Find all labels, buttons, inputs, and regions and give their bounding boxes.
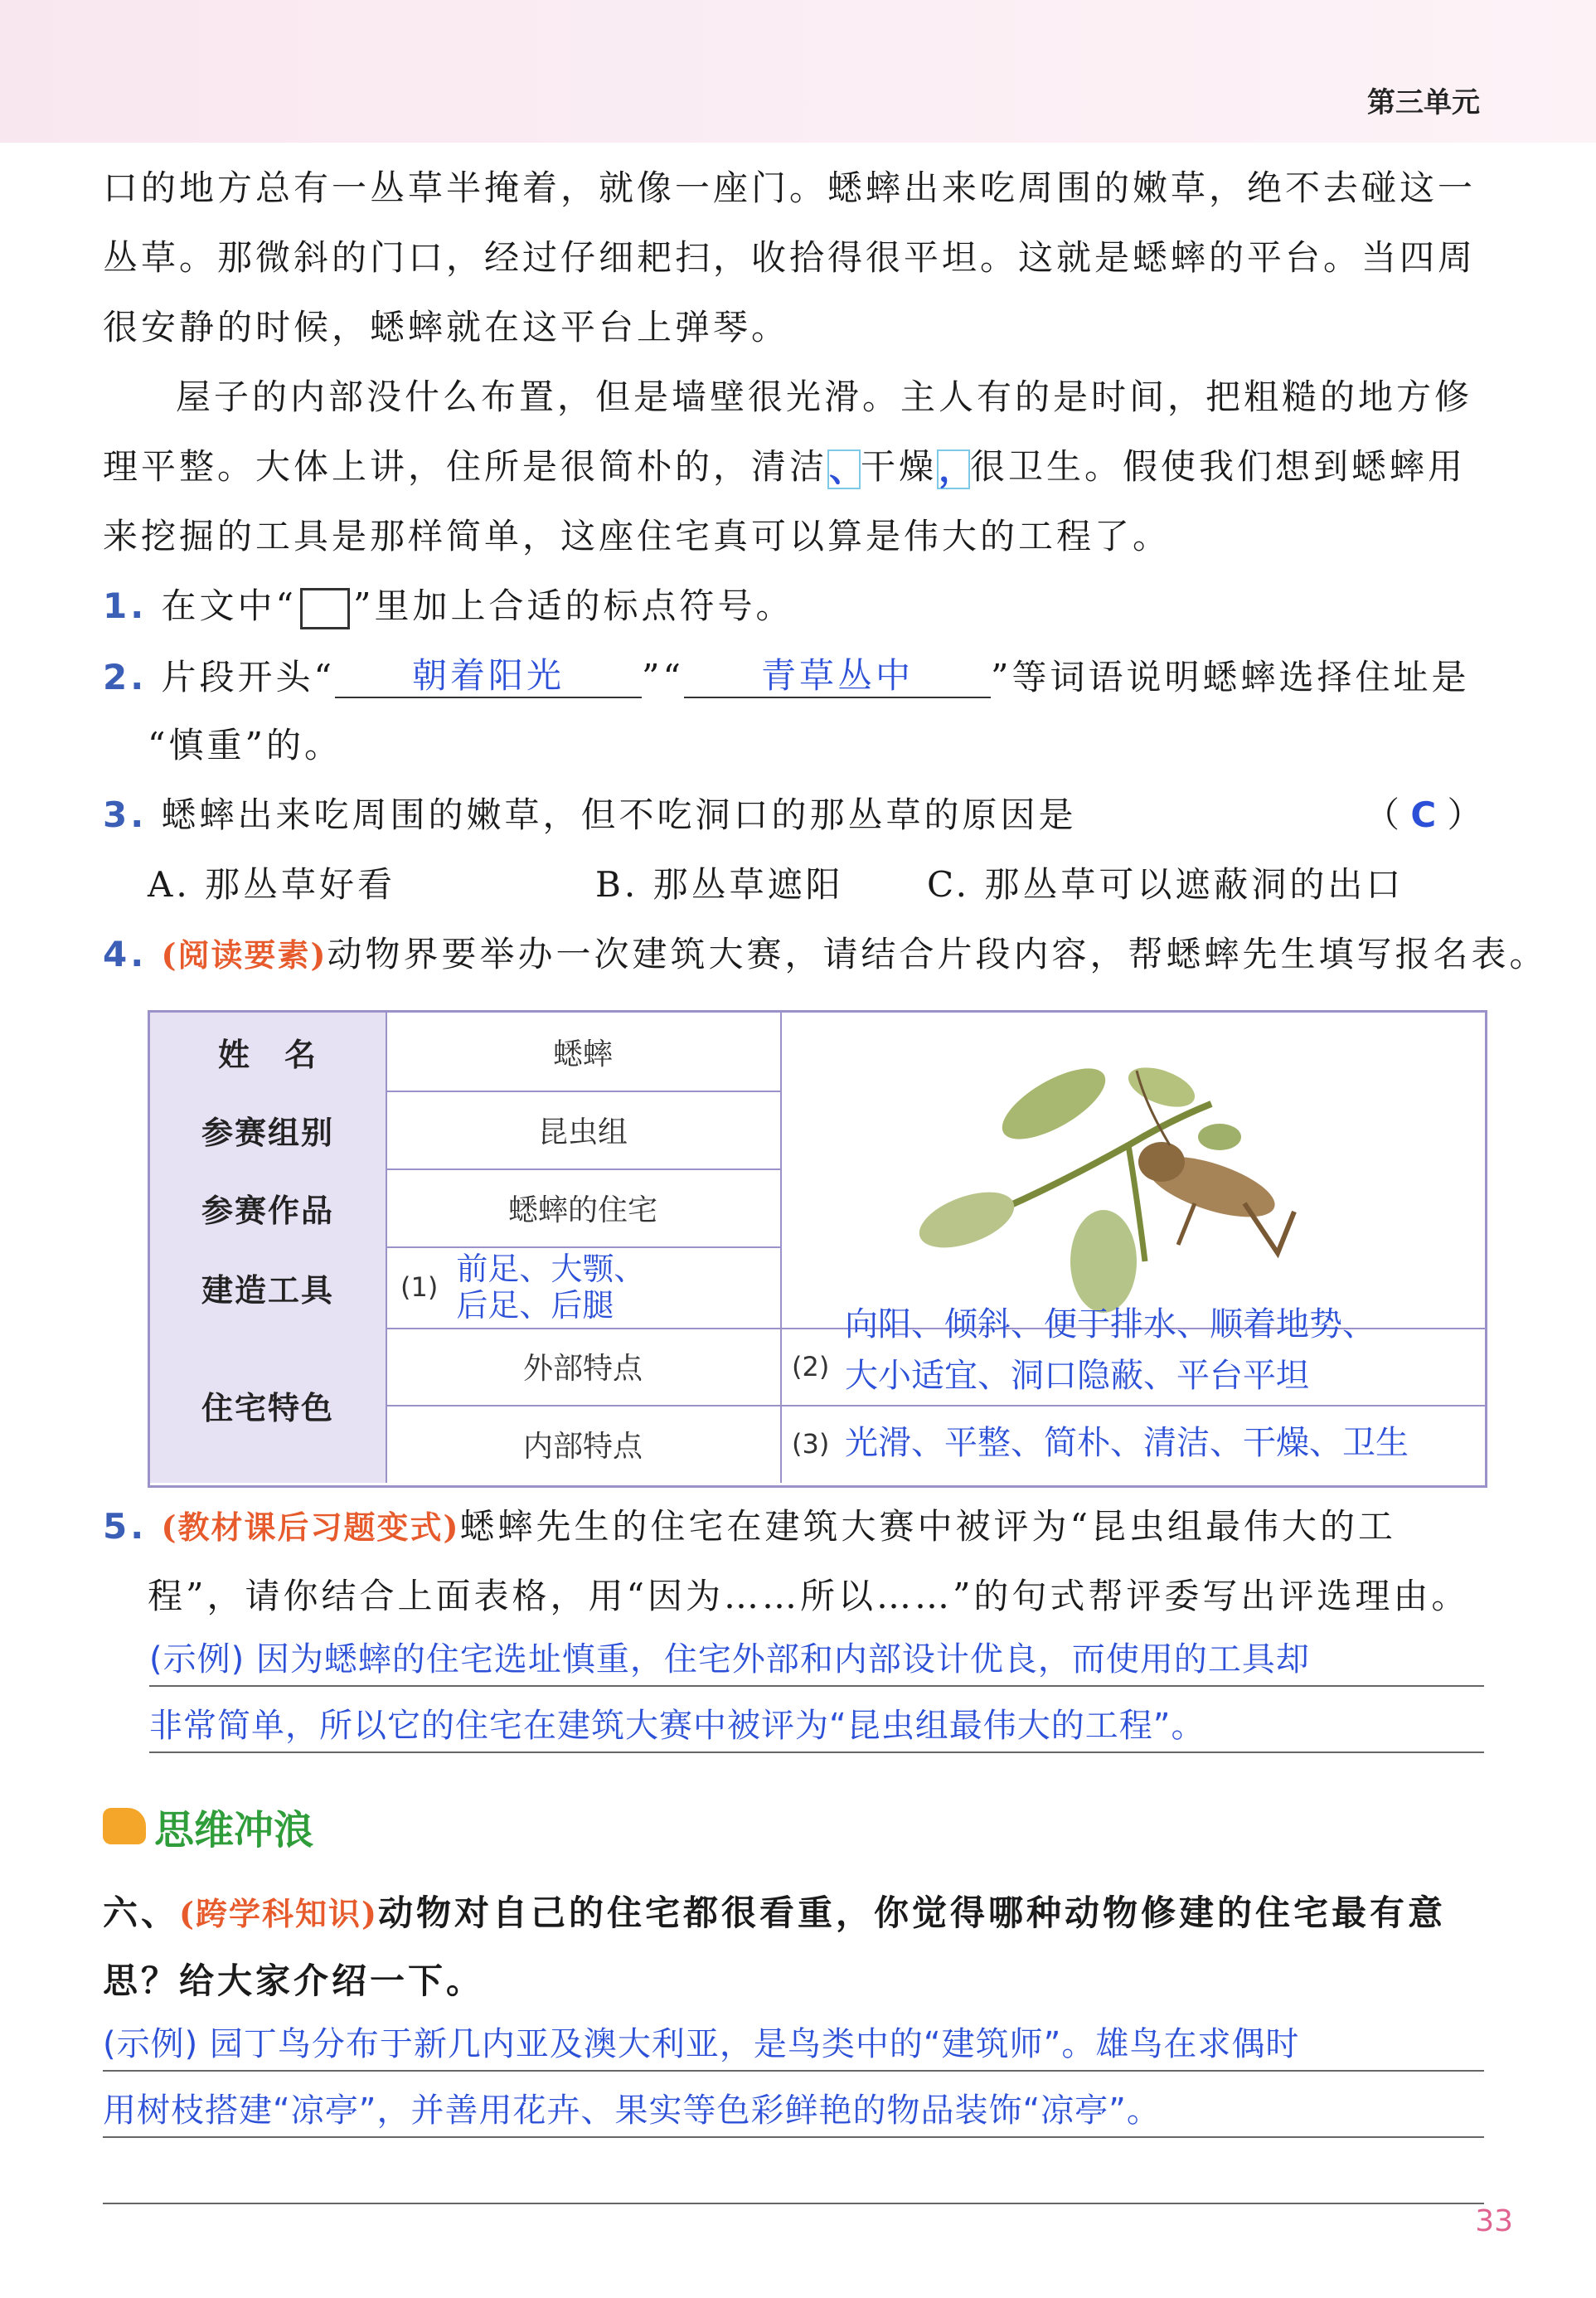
table-exterior-answer — [780, 1305, 1485, 1406]
tool-mark: (1) — [400, 1271, 439, 1303]
question-3-number: 3. — [103, 794, 148, 835]
table-header-work: 参赛作品 — [150, 1168, 387, 1248]
question-3-option-a: A. 那丛草好看 — [148, 864, 396, 905]
exterior-mark: (2) — [792, 1351, 830, 1382]
passage-line-5 — [103, 446, 1466, 489]
interior-mark: (3) — [792, 1428, 830, 1460]
question-4-number: 4. — [103, 934, 148, 974]
question-6 — [103, 1892, 1446, 1935]
question-5 — [103, 1506, 1396, 1548]
answer-line — [103, 2070, 1484, 2072]
question-5-answer-1: (示例) 因为蟋蟀的住宅选址慎重，住宅外部和内部设计优良，而使用的工具却 — [149, 1640, 1310, 1679]
question-6-answer-2: 用树枝搭建“凉亭”，并善用花卉、果实等色彩鲜艳的物品装饰“凉亭”。 — [103, 2092, 1161, 2130]
table-label-exterior: 外部特点 — [386, 1328, 782, 1406]
passage-line-4: 屋子的内部没什么布置，但是墙壁很光滑。主人有的是时间，把粗糙的地方修 — [176, 377, 1473, 417]
table-value-group: 昆虫组 — [386, 1091, 782, 1170]
tool-answer-2: 后足、后腿 — [456, 1287, 614, 1324]
grasshopper-plant-image — [780, 1013, 1485, 1328]
question-1-post: ”里加上合适的标点符号。 — [353, 585, 794, 626]
table-header-group: 参赛组别 — [150, 1091, 387, 1170]
tool-answer — [456, 1251, 645, 1324]
question-5-number: 5. — [103, 1506, 148, 1547]
question-5-answer-2: 非常简单，所以它的住宅在建筑大赛中被评为“昆虫组最伟大的工程”。 — [149, 1707, 1205, 1745]
header-band — [0, 0, 1596, 143]
interior-answer: 光滑、平整、简朴、清洁、干燥、卫生 — [845, 1424, 1409, 1462]
question-4-tag: (阅读要素) — [161, 936, 327, 974]
table-label-interior: 内部特点 — [386, 1405, 782, 1483]
passage-line-3: 很安静的时候，蟋蟀就在这平台上弹琴。 — [103, 307, 790, 347]
question-5-text-1: 蟋蟀先生的住宅在建筑大赛中被评为“昆虫组最伟大的工 — [459, 1506, 1396, 1547]
exterior-answer-1: 向阳、倾斜、便于排水、顺着地势、 — [845, 1305, 1375, 1343]
question-5-tag: (教材课后习题变式) — [161, 1509, 460, 1546]
question-6-tag: (跨学科知识) — [179, 1895, 378, 1932]
punctuation-answer-1: 、 — [829, 449, 868, 489]
answer-line — [149, 1685, 1484, 1687]
question-2-number: 2. — [103, 657, 148, 697]
question-2-pre: 片段开头“ — [161, 657, 336, 697]
passage-line-5b: 干燥 — [861, 446, 938, 487]
question-3-option-b: B. 那丛草遮阳 — [595, 864, 844, 905]
question-1-pre: 在文中“ — [161, 585, 298, 626]
exterior-answer-2: 大小适宜、洞口隐蔽、平台平坦 — [845, 1357, 1309, 1395]
question-2-answer-1: 朝着阳光 — [335, 655, 642, 698]
answer-line — [149, 1751, 1484, 1753]
table-value-name: 蟋蟀 — [386, 1013, 782, 1092]
passage-line-5a: 理平整。大体上讲，住所是很简朴的，清洁 — [103, 446, 828, 487]
passage-line-5c: 很卫生。假使我们想到蟋蟀用 — [970, 446, 1467, 487]
passage-line-2: 丛草。那微斜的门口，经过仔细耙扫，收拾得很平坦。这就是蟋蟀的平台。当四周 — [103, 237, 1477, 278]
question-1 — [103, 585, 794, 629]
question-2-mid: ”“ — [642, 657, 684, 697]
question-2-answer-2: 青草丛中 — [684, 655, 991, 698]
grasshopper-illustration — [780, 1013, 1485, 1328]
question-4-text: 动物界要举办一次建筑大赛，请结合片段内容，帮蟋蟀先生填写报名表。 — [327, 934, 1548, 974]
table-header-name: 姓 名 — [150, 1013, 387, 1092]
blank-box-icon — [300, 588, 350, 629]
answer-line — [103, 2203, 1484, 2204]
answer-line — [103, 2136, 1484, 2138]
question-6-answer-1: (示例) 园丁鸟分布于新几内亚及澳大利亚，是鸟类中的“建筑师”。雄鸟在求偶时 — [103, 2025, 1300, 2063]
passage-line-6: 来挖掘的工具是那样简单，这座住宅真可以算是伟大的工程了。 — [103, 516, 1172, 556]
question-6-text-1: 动物对自己的住宅都很看重，你觉得哪种动物修建的住宅最有意 — [377, 1892, 1446, 1933]
table-value-work: 蟋蟀的住宅 — [386, 1168, 782, 1248]
table-header-feature: 住宅特色 — [150, 1328, 387, 1483]
question-3 — [103, 794, 1077, 836]
table-value-tool — [386, 1246, 782, 1329]
question-6-text-2: 思？给大家介绍一下。 — [103, 1960, 485, 2001]
passage-line-1: 口的地方总有一丛草半掩着，就像一座门。蟋蟀出来吃周围的嫩草，绝不去碰这一 — [103, 168, 1477, 208]
question-3-answer: C — [1410, 794, 1437, 835]
table-header-tool: 建造工具 — [150, 1246, 387, 1329]
unit-label: 第三单元 — [1367, 86, 1480, 119]
question-1-number: 1. — [103, 585, 148, 626]
table-interior-answer — [780, 1405, 1485, 1483]
punctuation-answer-2: ， — [939, 449, 977, 489]
question-3-text: 蟋蟀出来吃周围的嫩草，但不吃洞口的那丛草的原因是 — [161, 794, 1077, 835]
wave-icon — [103, 1808, 146, 1844]
question-3-answer-bracket: （ C ） — [1365, 794, 1482, 835]
question-2-cont: “慎重”的。 — [148, 725, 342, 765]
question-2-post: ”等词语说明蟋蟀选择住址是 — [990, 657, 1470, 697]
question-2 — [103, 655, 1469, 698]
question-5-text-2: 程”，请你结合上面表格，用“因为……所以……”的句式帮评委写出评选理由。 — [148, 1576, 1470, 1616]
section-title: 思维冲浪 — [154, 1807, 314, 1853]
question-3-option-c: C. 那丛草可以遮蔽洞的出口 — [927, 864, 1404, 905]
question-6-number: 六、 — [103, 1892, 180, 1933]
registration-table — [148, 1010, 1487, 1488]
question-4 — [103, 934, 1548, 976]
tool-answer-1: 前足、大颚、 — [456, 1251, 646, 1287]
page-number: 33 — [1475, 2204, 1513, 2238]
